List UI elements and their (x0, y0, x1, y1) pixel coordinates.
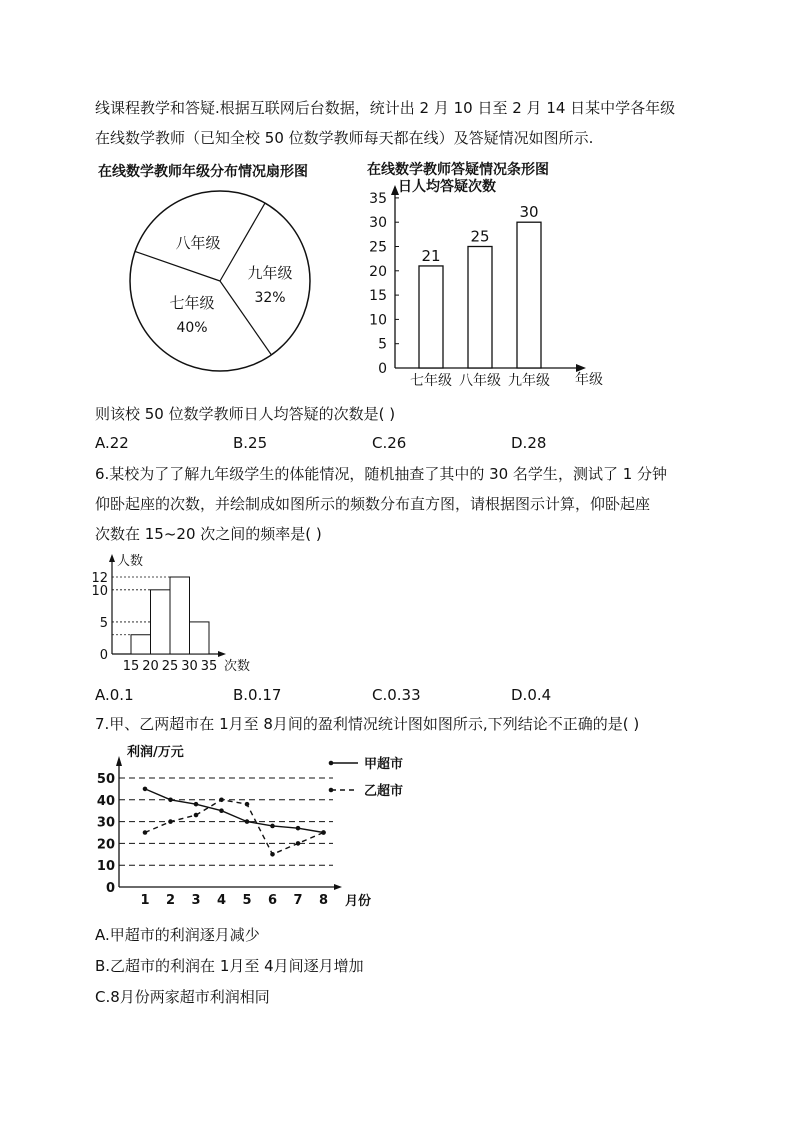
line-y-tick-label: 50 (96, 772, 115, 787)
histogram-x-axis-arrow (218, 651, 226, 657)
legend-marker-series-yi (329, 788, 334, 793)
line-point-series-jia (194, 802, 199, 807)
bar (517, 222, 541, 368)
line-y-tick-label: 30 (96, 815, 115, 831)
line-point-series-yi (219, 798, 224, 803)
line-point-series-jia (270, 824, 275, 829)
histogram-bar (131, 635, 151, 654)
pie-slice-value: 40% (176, 320, 208, 336)
histogram-xlabel: 次数 (224, 659, 251, 674)
line-y-axis-arrow (116, 756, 122, 766)
line-x-tick-label: 1 (140, 893, 150, 908)
line-point-series-yi (270, 852, 275, 857)
bar-y-tick-label: 30 (369, 215, 387, 232)
q7-option-c: C.8月份两家超市利润相同 (95, 988, 270, 1006)
legend-label-series-jia: 甲超市 (364, 757, 404, 772)
q7-option-a: A.甲超市的利润逐月减少 (95, 926, 260, 944)
bar-category-label: 九年级 (508, 373, 550, 389)
line-x-axis-arrow (334, 884, 342, 890)
line-point-series-jia (219, 808, 224, 813)
legend-label-series-yi: 乙超市 (364, 784, 404, 799)
intro-line-1: 线课程教学和答疑.根据互联网后台数据，统计出 2 月 10 日至 2 月 14 日某中学各年级 (95, 99, 676, 117)
histogram-x-tick-label: 30 (181, 659, 198, 674)
intro-line-2: 在线数学教师（已知全校 50 位数学教师每天都在线）及答疑情况如图所示. (95, 129, 594, 147)
q5-option-a: A.22 (95, 434, 129, 452)
line-x-tick-label: 6 (267, 893, 278, 908)
histogram-y-axis-arrow (109, 554, 115, 562)
line-y-tick-label: 10 (96, 859, 115, 875)
histogram-x-tick-label: 20 (142, 659, 159, 674)
bar-value-label: 21 (421, 246, 441, 265)
line-x-tick-label: 5 (242, 893, 252, 908)
pie-chart (130, 191, 310, 371)
line-point-series-jia (168, 798, 173, 803)
pie-chart-title: 在线数学教师年级分布情况扇形图 (98, 164, 308, 180)
bar-chart-xlabel: 年级 (575, 372, 603, 388)
line-chart-xlabel: 月份 (345, 894, 372, 909)
bar-y-tick-label: 5 (378, 336, 387, 353)
bar-category-label: 七年级 (410, 373, 452, 389)
bar-y-tick-label: 10 (369, 312, 387, 329)
q5-option-c: C.26 (372, 434, 407, 452)
histogram-ylabel: 人数 (117, 554, 144, 569)
line-point-series-jia (296, 826, 301, 831)
line-x-tick-label: 8 (318, 893, 329, 908)
q5-option-b: B.25 (233, 434, 268, 452)
line-point-series-yi (245, 802, 250, 807)
q7-option-b: B.乙超市的利润在 1月至 4月间逐月增加 (95, 957, 364, 975)
line-point-series-jia (245, 819, 250, 824)
line-series-jia (145, 789, 324, 833)
line-point-series-yi (321, 830, 326, 835)
line-point-series-yi (296, 841, 301, 846)
line-y-tick-label: 20 (96, 837, 115, 853)
bar (419, 266, 443, 368)
q5-option-d: D.28 (511, 434, 547, 452)
histogram-y-tick-label: 10 (91, 583, 108, 599)
bar-y-tick-label: 35 (369, 190, 387, 207)
line-point-series-jia (143, 787, 148, 792)
q6-option-b: B.0.17 (233, 686, 282, 704)
bar-y-tick-label: 25 (369, 239, 387, 256)
histogram-bar (190, 622, 210, 654)
line-y-tick-label: 40 (96, 793, 115, 809)
line-y-tick-label: 0 (105, 881, 115, 896)
q6-option-a: A.0.1 (95, 686, 134, 704)
line-x-tick-label: 4 (216, 893, 227, 908)
histogram-bar (151, 590, 171, 654)
histogram (91, 554, 226, 674)
pie-slice-label: 九年级 (247, 264, 293, 282)
q6-option-c: C.0.33 (372, 686, 421, 704)
bar-x-axis-arrow (576, 364, 586, 372)
line-point-series-yi (168, 819, 173, 824)
histogram-bar (170, 577, 190, 654)
line-x-tick-label: 2 (165, 893, 176, 908)
bar-y-tick-label: 15 (369, 288, 387, 305)
q6-line-3: 次数在 15~20 次之间的频率是( ) (95, 525, 322, 543)
q5-question: 则该校 50 位数学教师日人均答疑的次数是( ) (95, 405, 396, 423)
line-chart-ylabel: 利润/万元 (127, 745, 184, 760)
line-point-series-yi (143, 830, 148, 835)
bar-chart (369, 185, 586, 389)
bar-value-label: 30 (519, 203, 539, 222)
pie-slice-boundary (135, 251, 220, 281)
pie-slice-label: 七年级 (169, 294, 215, 312)
q6-line-1: 6.某校为了了解九年级学生的体能情况，随机抽查了其中的 30 名学生，测试了 1 分钟 (95, 465, 668, 483)
q6-line-2: 仰卧起座的次数，并绘制成如图所示的频数分布直方图，请根据图示计算，仰卧起座 (95, 495, 651, 513)
bar-chart-ylabel: 日人均答疑次数 (398, 179, 496, 195)
bar (468, 247, 492, 369)
histogram-x-tick-label: 25 (161, 659, 179, 674)
histogram-x-tick-label: 15 (122, 659, 140, 674)
histogram-y-tick-label: 0 (99, 648, 108, 663)
line-x-tick-label: 7 (293, 893, 303, 908)
pie-slice-value: 32% (254, 290, 286, 306)
bar-category-label: 八年级 (459, 373, 501, 389)
q6-option-d: D.0.4 (511, 686, 552, 704)
bar-value-label: 25 (470, 227, 490, 246)
line-chart (97, 756, 403, 908)
legend-marker-series-jia (329, 761, 334, 766)
pie-slice-label: 八年级 (175, 234, 221, 252)
bar-chart-title: 在线数学教师答疑情况条形图 (367, 162, 549, 178)
line-x-tick-label: 3 (191, 893, 201, 908)
line-point-series-yi (194, 813, 199, 818)
bar-y-tick-label: 20 (369, 263, 387, 280)
bar-y-tick-label: 0 (378, 361, 387, 377)
histogram-y-tick-label: 5 (99, 615, 108, 631)
histogram-x-tick-label: 35 (200, 659, 218, 674)
histogram-y-tick-label: 12 (91, 571, 108, 586)
q7-question: 7.甲、乙两超市在 1月至 8月间的盈利情况统计图如图所示,下列结论不正确的是( ) (95, 715, 640, 733)
